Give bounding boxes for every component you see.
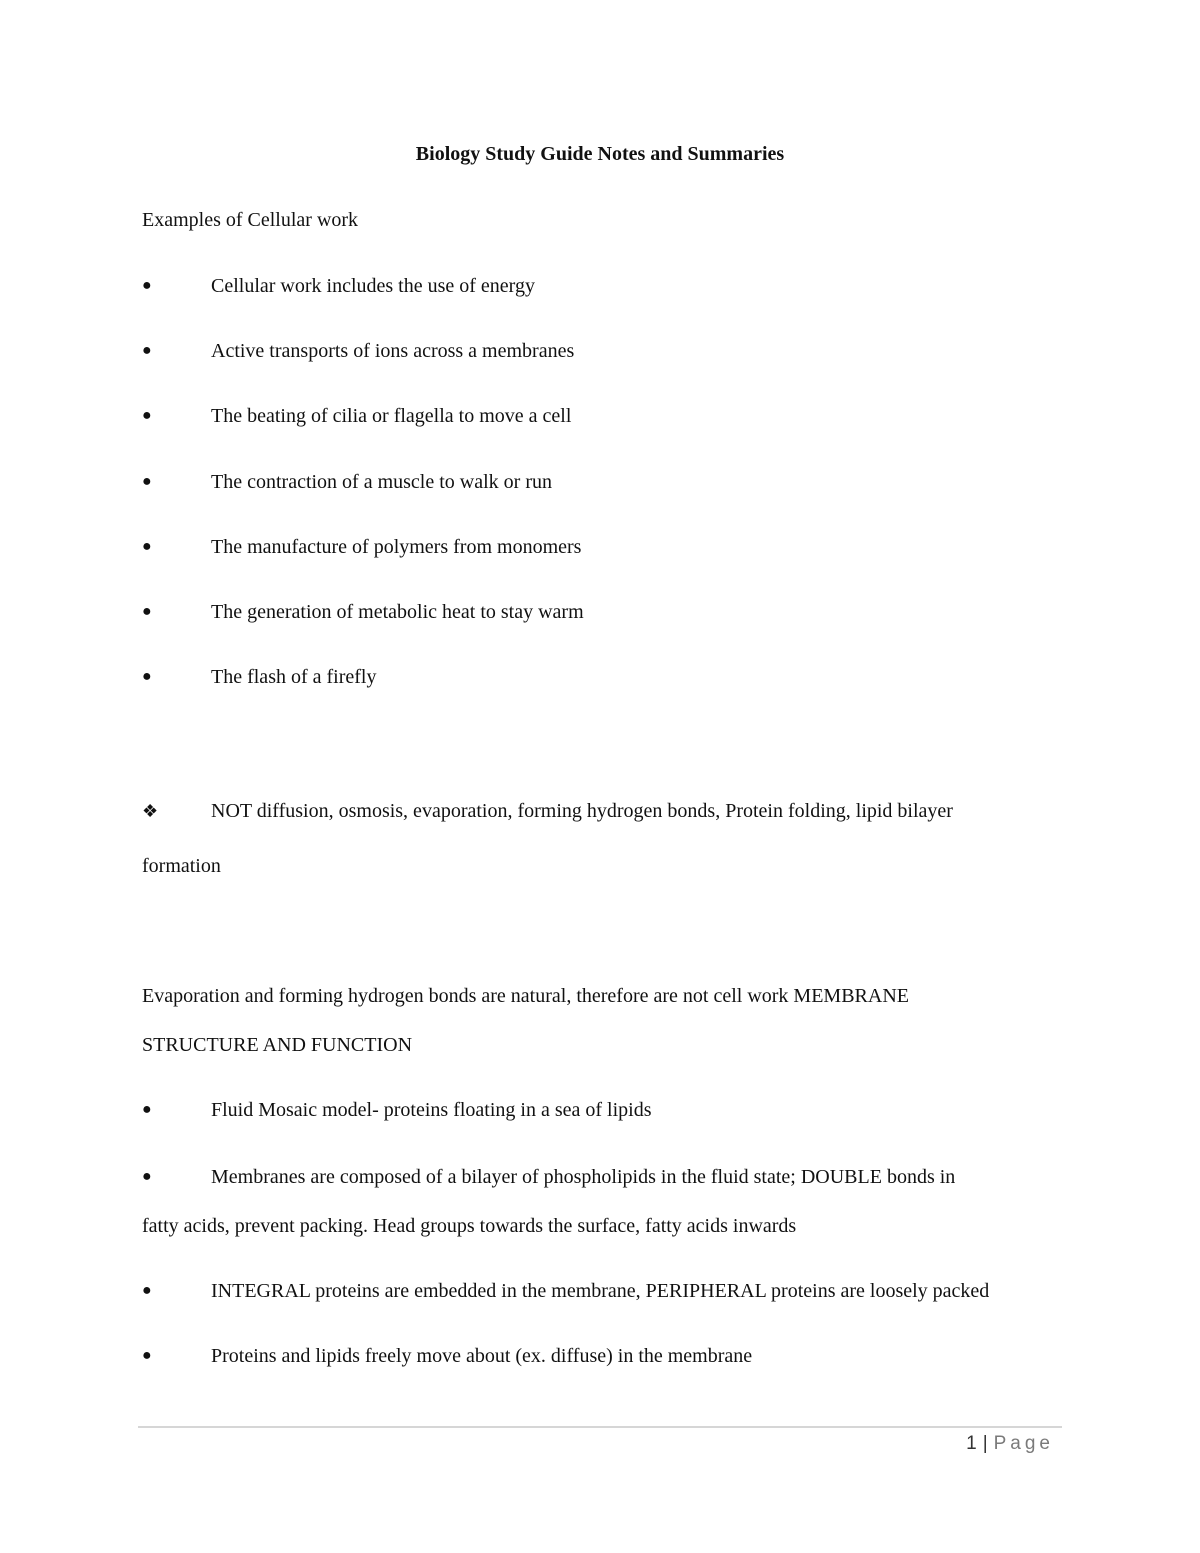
footer-separator: | [982,1433,988,1454]
list-item-text: INTEGRAL proteins are embedded in the membrane, PERIPHERAL proteins are loosely packed [211,1280,990,1302]
page-footer [966,1430,1054,1458]
bullet-icon: ● [142,668,152,685]
note-text-continued: formation [142,855,221,877]
bullet-icon: ● [142,277,152,294]
bullet-icon: ● [142,473,152,490]
page-number: 1 [966,1433,977,1454]
bullet-icon: ● [142,1101,152,1118]
list-item-text: The generation of metabolic heat to stay warm [211,601,584,623]
paragraph-line: Evaporation and forming hydrogen bonds are natural, therefore are not cell work MEMBRANE [142,985,909,1007]
list-item-text: Active transports of ions across a membranes [211,340,575,362]
list-item-text: Proteins and lipids freely move about (ex. diffuse) in the membrane [211,1345,753,1367]
paragraph-line: STRUCTURE AND FUNCTION [142,1034,413,1056]
bullet-icon: ● [142,407,152,424]
footer-divider [138,1426,1062,1428]
list-item-text: The manufacture of polymers from monomers [211,536,582,558]
note-text: NOT diffusion, osmosis, evaporation, forming hydrogen bonds, Protein folding, lipid bilayer [211,800,953,822]
bullet-icon: ● [142,1168,152,1185]
bullet-icon: ● [142,1347,152,1364]
list-item-text: The beating of cilia or flagella to move a cell [211,405,572,427]
diamond-bullet-icon: ❖ [142,801,159,821]
bullet-icon: ● [142,342,152,359]
page-label: Page [993,1433,1054,1454]
list-item-text: Fluid Mosaic model- proteins floating in a sea of lipids [211,1099,652,1121]
list-item-text: Cellular work includes the use of energy [211,275,535,297]
list-item-text: Membranes are composed of a bilayer of phospholipids in the fluid state; DOUBLE bonds in [211,1166,956,1188]
bullet-icon: ● [142,1282,152,1299]
list-item-text-continued: fatty acids, prevent packing. Head groups towards the surface, fatty acids inwards [142,1215,797,1237]
list-item-text: The contraction of a muscle to walk or run [211,471,552,493]
list-item-text: The flash of a firefly [211,666,377,688]
bullet-icon: ● [142,603,152,620]
section-heading: Examples of Cellular work [142,209,359,231]
document-title: Biology Study Guide Notes and Summaries [415,143,785,165]
bullet-icon: ● [142,538,152,555]
